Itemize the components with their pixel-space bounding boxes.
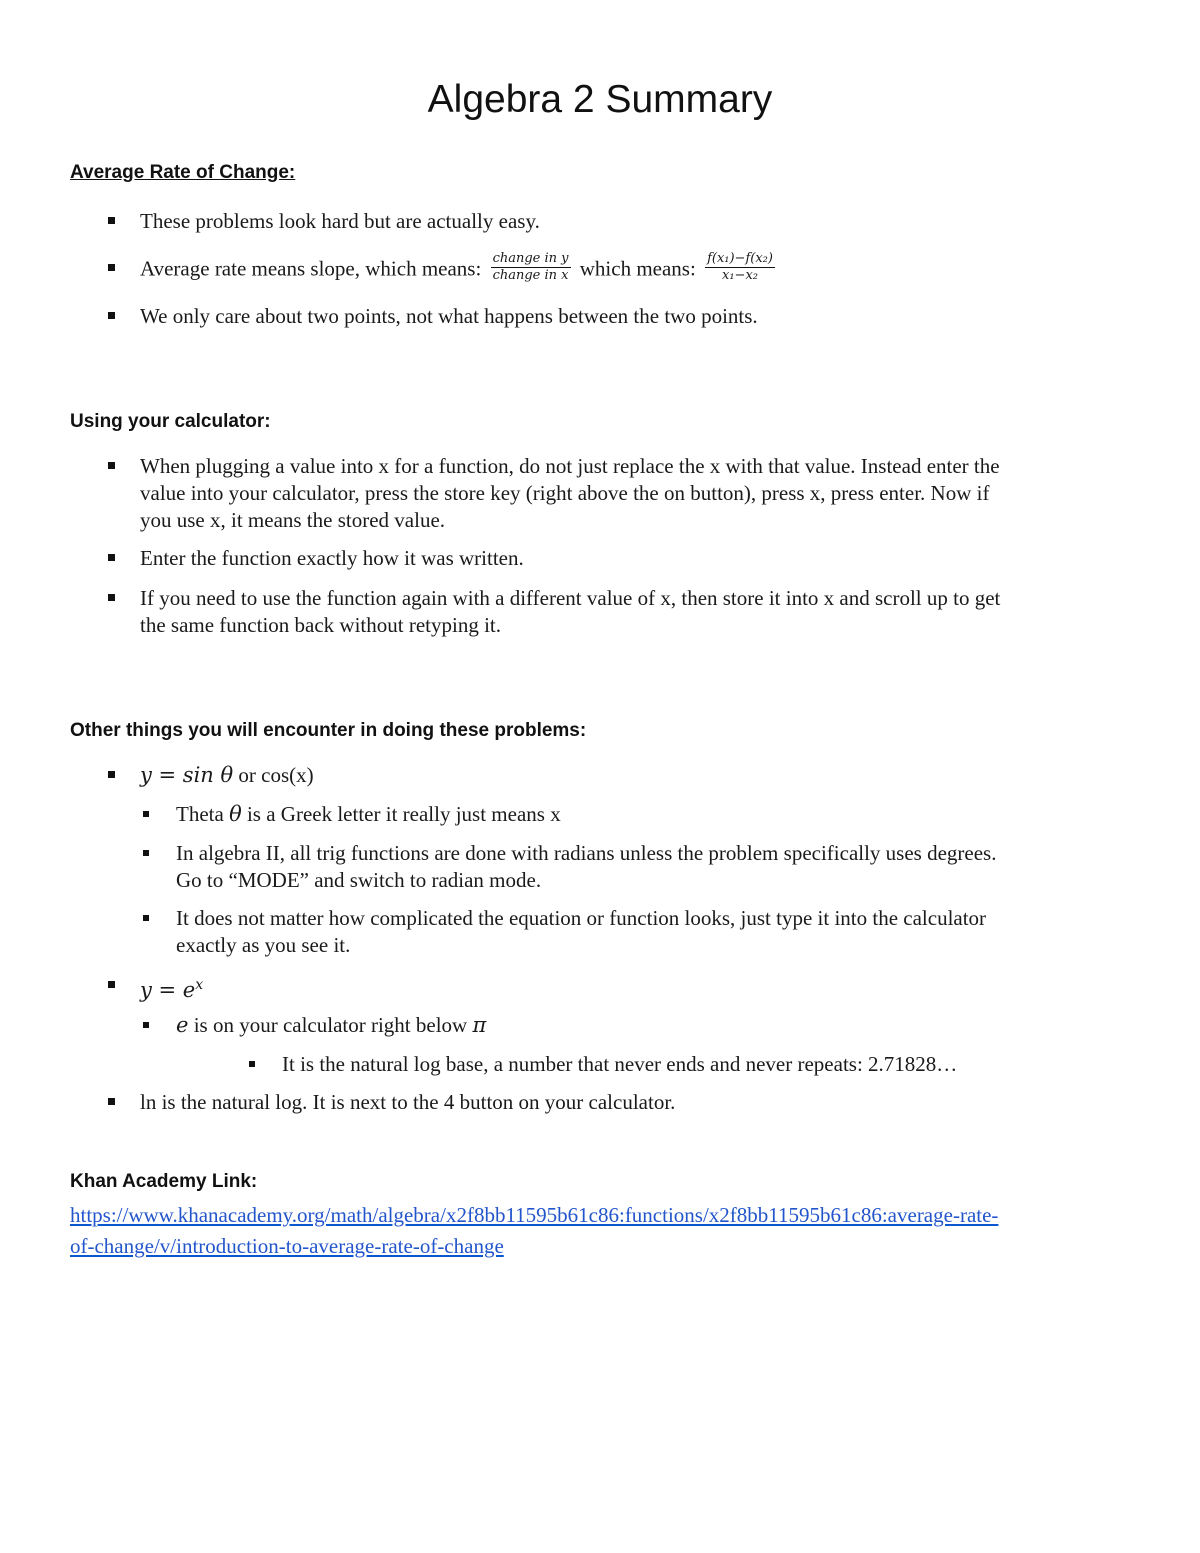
bullet-text: When plugging a value into x for a function, do not just replace the x with that value. Instead enter the [140, 454, 1000, 478]
bullet-icon [108, 462, 115, 469]
bullet-text: value into your calculator, press the store key (right above the on button), press x, press enter. Now if [140, 481, 990, 505]
fraction-numerator: f(x₁)−f(x₂) [707, 251, 773, 266]
bullet-text: We only care about two points, not what happens between the two points. [140, 304, 758, 328]
exp-superscript: x [195, 977, 204, 993]
fraction-change [491, 251, 571, 284]
bullet-text: Go to “MODE” and switch to radian mode. [176, 868, 542, 892]
theta-symbol: θ [229, 802, 242, 826]
bullet-icon [108, 771, 115, 778]
heading-khan-academy: Khan Academy Link: [70, 1171, 258, 1192]
bullet-text: In algebra II, all trig functions are done with radians unless the problem specifically uses degrees. [176, 841, 997, 865]
bullet-text [176, 800, 561, 828]
bullet-icon [108, 554, 115, 561]
bullet-text: It is the natural log base, a number that never ends and never repeats: 2.71828… [282, 1052, 958, 1076]
bullet-text: If you need to use the function again with a different value of x, then store it into x and scroll up to get [140, 586, 1001, 610]
bullet-icon [143, 1022, 149, 1028]
bullet-icon [249, 1061, 255, 1067]
khan-academy-link[interactable] [70, 1200, 1130, 1262]
bullet-text [140, 971, 203, 1004]
fraction-denominator: change in x [491, 267, 571, 284]
link-line: of-change/v/introduction-to-average-rate-of-change [70, 1234, 504, 1258]
bullet-text: exactly as you see it. [176, 933, 351, 957]
heading-other-things: Other things you will encounter in doing these problems: [70, 720, 587, 741]
pi-symbol: π [472, 1013, 487, 1037]
bullet-icon [143, 811, 149, 817]
bullet-text: ln is the natural log. It is next to the 4 button on your calculator. [140, 1090, 676, 1114]
exp-equation: y = e [140, 978, 196, 1002]
bullet-text: It does not matter how complicated the equation or function looks, just type it into the calculator [176, 906, 987, 930]
cos-text: or cos(x) [233, 763, 314, 787]
bullet-icon [108, 1098, 115, 1105]
bullet-icon [108, 594, 115, 601]
sin-equation: y = sin θ [140, 763, 234, 787]
link-line: https://www.khanacademy.org/math/algebra/x2f8bb11595b61c86:functions/x2f8bb11595b61c86:average-rate- [70, 1203, 999, 1227]
bullet-text [140, 251, 779, 287]
e-description: is on your calculator right below [188, 1013, 473, 1037]
bullet-icon [108, 217, 115, 224]
which-means-text: which means: [579, 256, 696, 281]
bullet-text: Enter the function exactly how it was written. [140, 546, 524, 570]
theta-label: Theta [176, 802, 230, 826]
heading-calculator: Using your calculator: [70, 411, 271, 432]
bullet-icon [108, 264, 115, 271]
fraction-numerator: change in y [492, 251, 569, 266]
fraction-function [705, 251, 775, 284]
bullet-text [140, 761, 314, 789]
e-symbol: e [176, 1013, 189, 1037]
bullet-icon [143, 915, 149, 921]
slope-text: Average rate means slope, which means: [140, 256, 482, 281]
bullet-icon [108, 981, 115, 988]
bullet-icon [108, 312, 115, 319]
bullet-text: the same function back without retyping it. [140, 613, 501, 637]
bullet-text [176, 1011, 486, 1039]
bullet-text: These problems look hard but are actually easy. [140, 209, 540, 233]
bullet-text: you use x, it means the stored value. [140, 508, 446, 532]
heading-average-rate: Average Rate of Change: [70, 162, 296, 183]
page-title: Algebra 2 Summary [427, 78, 773, 121]
bullet-icon [143, 850, 149, 856]
theta-description: is a Greek letter it really just means x [241, 802, 561, 826]
fraction-denominator: x₁−x₂ [705, 267, 775, 284]
